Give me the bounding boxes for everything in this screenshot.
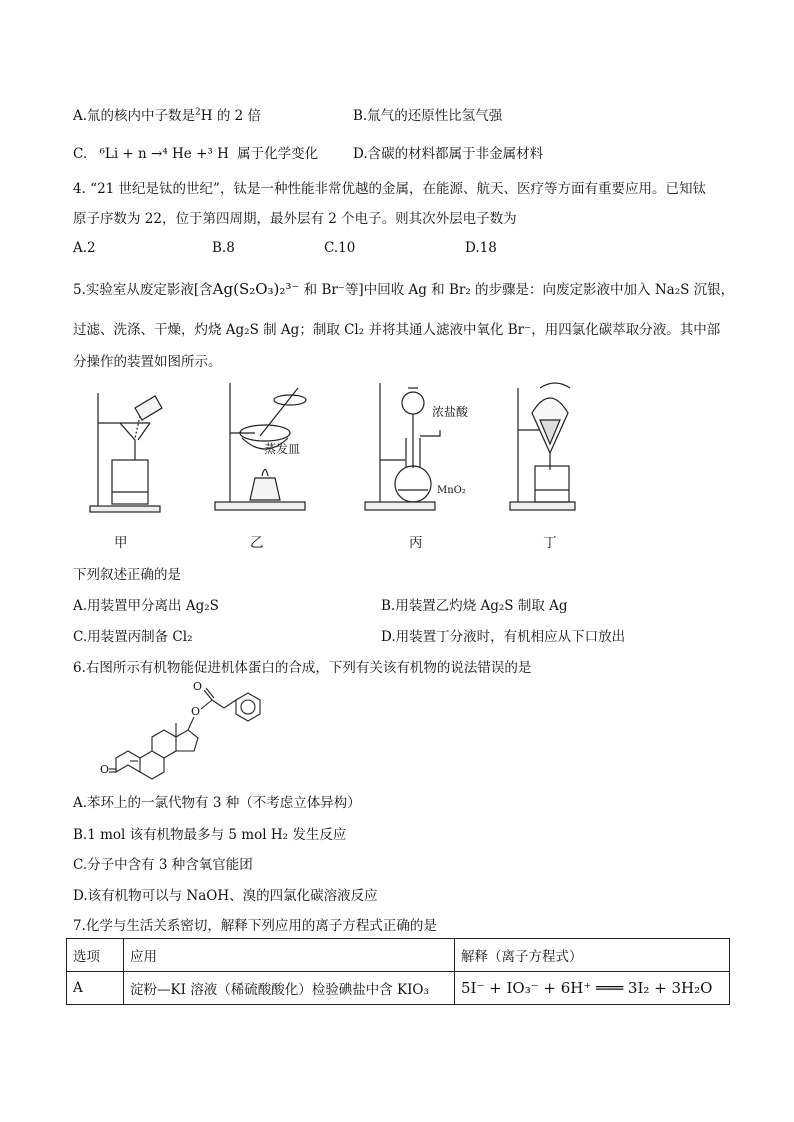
q5-stem-line1-c: 等]中回收 Ag 和 Br₂ 的步骤是：向废定影液中加入 Na₂S 沉银， [344,282,735,298]
table-row [67,972,730,1005]
q5-apparatus-figure [80,378,600,518]
q7-row-a-application: 淀粉—KI 溶液（稀硫酸酸化）检验碘盐中含 KIO₃ [124,972,455,1005]
q5-stem-line1-b: 和 [303,282,318,298]
q7-header-option: 选项 [67,939,124,972]
q5-formula-complex: Ag(S₂O₃)₂³⁻ [212,280,300,298]
q5-option-a: A.用装置甲分离出 Ag₂S [73,598,219,614]
q3-option-a [73,104,261,124]
q3-option-c-equation: ⁶Li + n →⁴ He +³ H [99,146,229,162]
q7-header-explanation: 解释（离子方程式） [455,939,730,972]
q7-table [66,938,730,1005]
molecule-o-carbonyl: O [193,680,203,693]
q7-stem: 7.化学与生活关系密切，解释下列应用的离子方程式正确的是 [73,918,437,934]
q6-option-b: B.1 mol 该有机物最多与 5 mol H₂ 发生反应 [73,827,347,843]
q3-option-c-prefix: C. [73,146,88,162]
q7-row-a-option: A [67,972,124,1005]
q4-option-c: C.10 [324,240,356,256]
q6-stem: 6.右图所示有机物能促进机体蛋白的合成，下列有关该有机物的说法错误的是 [73,660,532,676]
q3-option-a-tail: H 的 2 倍 [200,108,262,124]
q6-option-c: C.分子中含有 3 种含氧官能团 [73,857,253,873]
q7-table-header-row [67,939,730,972]
q3-option-c-tail: 属于化学变化 [237,146,319,162]
q3-option-a-text: A.氚的核内中子数是 [73,108,196,124]
q5-option-c: C.用装置丙制备 Cl₂ [73,629,193,645]
label-evaporating-dish: 蒸发皿 [264,442,301,456]
q3-option-a-sup: 2 [195,107,201,118]
q4-stem-line1: 4. “21 世纪是钛的世纪”，钛是一种性能非常优越的金属，在能源、航天、医疗等方面有重要应用。已知钛 [73,181,706,197]
q6-option-a: A.苯环上的一氯代物有 3 种（不考虑立体异构） [73,795,361,811]
q5-option-d: D.用装置丁分液时，有机相应从下口放出 [381,629,626,645]
q5-question: 下列叙述正确的是 [73,567,181,583]
q5-stem-line2: 过滤、洗涤、干燥，灼烧 Ag₂S 制 Ag；制取 Cl₂ 并将其通人滤液中氧化 Br⁻，用四氯化碳萃取分液。其中部 [73,322,721,338]
q3-option-b: B.氚气的还原性比氢气强 [353,108,503,124]
molecule-o-ester: O [191,705,201,718]
apparatus-bing-drawing [365,383,440,510]
apparatus-jia-drawing [90,393,162,512]
q7-row-a-equation: 5I⁻ + IO₃⁻ + 6H⁺ ═══ 3I₂ + 3H₂O [455,972,730,1005]
q4-option-a: A.2 [73,240,96,256]
q7-header-application: 应用 [124,939,455,972]
apparatus-label-jia: 甲 [114,535,128,551]
q4-stem-line2: 原子序数为 22，位于第四周期，最外层有 2 个电子。则其次外层电子数为 [73,211,517,227]
apparatus-ding-drawing [510,383,575,510]
q4-option-d: D.18 [465,240,497,256]
q5-formula-br: Br⁻ [321,282,345,298]
label-mno2: MnO₂ [437,485,466,496]
q3-option-d: D.含碳的材料都属于非金属材料 [353,146,544,162]
q3-option-c [73,142,318,162]
q5-stem-line1 [73,278,734,298]
q6-option-d: D.该有机物可以与 NaOH、溴的四氯化碳溶液反应 [73,888,378,904]
q5-stem-line1-a: 5.实验室从废定影液[含 [73,282,213,298]
apparatus-label-ding: 丁 [543,535,557,551]
apparatus-label-bing: 丙 [409,535,423,551]
q4-option-b: B.8 [212,240,235,256]
apparatus-label-yi: 乙 [250,535,264,551]
molecule-o-ketone: O [100,763,110,776]
q5-option-b: B.用装置乙灼烧 Ag₂S 制取 Ag [381,598,568,614]
q5-stem-line3: 分操作的装置如图所示。 [73,354,222,370]
q6-molecule-structure [104,682,268,782]
label-conc-hcl: 浓盐酸 [432,405,469,419]
